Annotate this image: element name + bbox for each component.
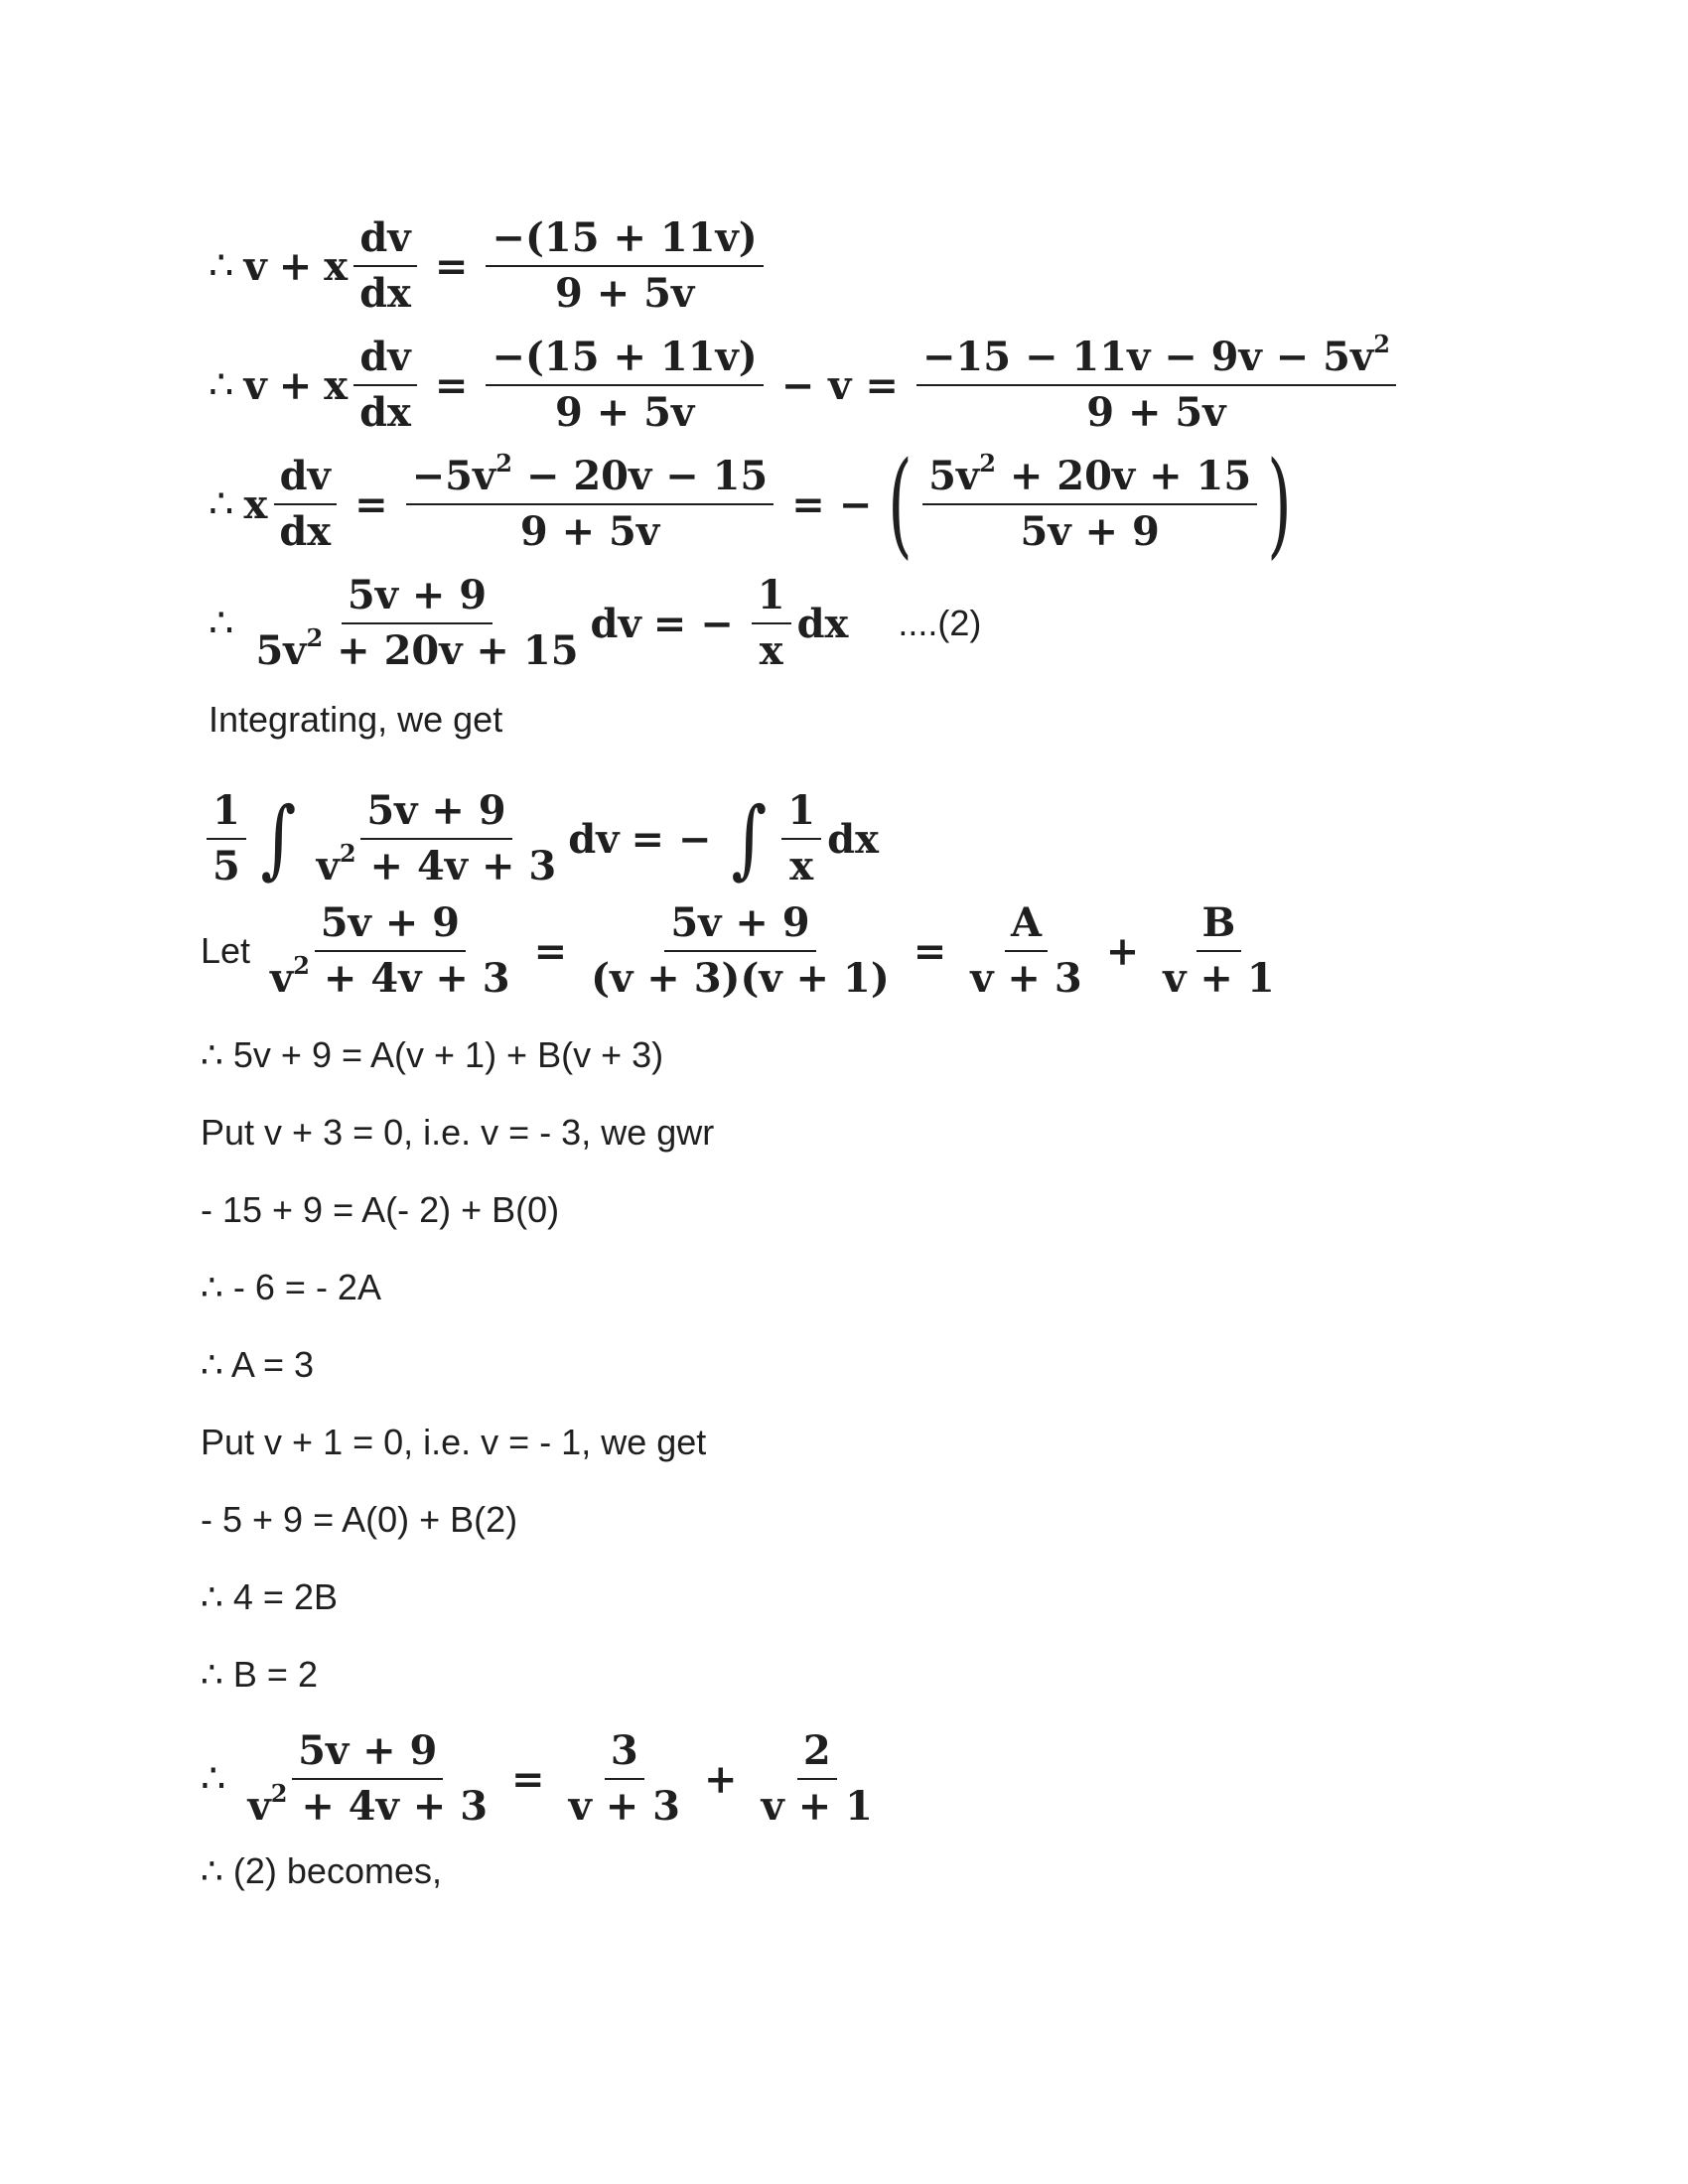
plus-sign: + — [278, 361, 313, 409]
denominator-part-b: + 4v + 3 — [310, 955, 510, 1002]
constant-fraction — [207, 787, 246, 889]
equals-negative: = − — [631, 815, 712, 863]
numerator: 5v + 9 — [342, 575, 492, 624]
denominator-part-a: v — [270, 955, 294, 1002]
equation-6 — [201, 901, 1287, 1001]
derivative-dv-dx — [353, 214, 417, 317]
denominator: x — [789, 843, 814, 889]
denominator-part-a: v — [247, 1783, 271, 1830]
denominator: v + 1 — [761, 1783, 873, 1830]
equals-negative: = − — [652, 600, 734, 647]
equation-1 — [209, 216, 770, 316]
exponent: 2 — [495, 449, 512, 478]
denominator: v + 3 — [970, 955, 1082, 1002]
exponent: 2 — [270, 1779, 288, 1808]
exponent: 2 — [339, 839, 356, 868]
fraction-1 — [406, 449, 774, 555]
numerator-base: −15 − 11v − 9v − 5v — [921, 334, 1374, 380]
integral-sign: ∫ — [260, 789, 297, 888]
equals-sign: = — [913, 927, 947, 975]
equals-negative: = − — [791, 480, 873, 528]
exponent: 2 — [293, 951, 310, 980]
fraction-2 — [922, 449, 1257, 555]
minus-v-equals: − v = — [780, 361, 899, 409]
integrand-fraction — [311, 787, 563, 889]
right-paren: ) — [1267, 437, 1292, 571]
integral-sign: ∫ — [731, 789, 768, 888]
numerator: −(15 + 11v) — [486, 337, 763, 386]
fraction-3 — [756, 1727, 879, 1830]
numerator-part-b: + 20v + 15 — [995, 453, 1252, 499]
integrand-fraction-2 — [781, 787, 821, 889]
numerator: 1 — [781, 790, 821, 840]
let-label: Let — [201, 930, 251, 971]
left-paren: ( — [888, 437, 914, 571]
dx: dx — [827, 815, 879, 863]
numerator-part-b: − 20v − 15 — [511, 453, 769, 499]
denominator-part-a: v — [316, 843, 340, 889]
derivative-dv-dx — [353, 334, 417, 436]
exponent: 2 — [979, 449, 996, 478]
step-line: ∴ 5v + 9 = A(v + 1) + B(v + 3) — [201, 1034, 664, 1075]
denominator-part-b: + 20v + 15 — [323, 627, 579, 674]
denominator-part-b: + 4v + 3 — [355, 843, 557, 889]
dx: dx — [796, 600, 849, 647]
fraction-2 — [752, 572, 791, 674]
var-v: v — [243, 361, 267, 409]
denominator: 9 + 5v — [554, 389, 695, 436]
numerator: 5v + 9 — [292, 1730, 443, 1780]
fraction-1 — [241, 1727, 493, 1830]
exponent: 2 — [306, 623, 324, 652]
therefore-symbol: ∴ — [209, 481, 234, 527]
numerator: 5v + 9 — [315, 902, 466, 952]
step-line: ∴ A = 3 — [201, 1344, 314, 1385]
derivative-dv-dx — [273, 453, 337, 555]
equation-3 — [209, 437, 1296, 571]
denominator: 9 + 5v — [1086, 389, 1226, 436]
numerator-part-a: 5v — [928, 453, 980, 499]
numerator: 3 — [605, 1730, 644, 1780]
equals-sign: = — [434, 242, 469, 290]
dv: dv — [590, 600, 641, 647]
therefore-symbol: ∴ — [209, 601, 234, 646]
numerator: −(15 + 11v) — [486, 217, 763, 267]
denominator: 5v + 9 — [1020, 508, 1160, 555]
equals-sign: = — [533, 927, 568, 975]
denominator: dx — [359, 389, 411, 436]
fraction-1 — [264, 899, 516, 1002]
plus-sign: + — [278, 242, 313, 290]
fraction-a — [964, 899, 1087, 1002]
denominator: dx — [279, 508, 332, 555]
denominator: 9 + 5v — [554, 270, 695, 317]
therefore-symbol: ∴ — [209, 243, 234, 289]
equation-2 — [209, 330, 1402, 436]
denominator — [249, 624, 584, 672]
var-x: x — [324, 361, 349, 409]
numerator — [406, 449, 774, 505]
var-x: x — [324, 242, 349, 290]
numerator: A — [1005, 902, 1048, 952]
equation-5 — [201, 789, 879, 888]
therefore-symbol: ∴ — [209, 362, 234, 408]
plus-sign: + — [704, 1755, 738, 1803]
plus-sign: + — [1105, 927, 1140, 975]
numerator — [922, 449, 1257, 505]
denominator — [241, 1780, 493, 1828]
numerator: 5v + 9 — [664, 902, 815, 952]
exponent: 2 — [1373, 330, 1390, 358]
step-line: - 15 + 9 = A(- 2) + B(0) — [201, 1189, 560, 1230]
step-line: ∴ B = 2 — [201, 1654, 318, 1695]
numerator: dv — [353, 337, 416, 386]
fraction-b — [1157, 899, 1280, 1002]
denominator: dx — [359, 270, 411, 317]
fraction-2 — [916, 330, 1396, 436]
denominator-part-b: + 4v + 3 — [287, 1783, 489, 1830]
step-line: Put v + 1 = 0, i.e. v = - 1, we get — [201, 1422, 707, 1462]
numerator: dv — [353, 217, 416, 267]
denominator: v + 3 — [568, 1783, 681, 1830]
denominator: 9 + 5v — [519, 508, 660, 555]
numerator: 1 — [752, 575, 791, 624]
equals-sign: = — [354, 480, 388, 528]
denominator: v + 1 — [1163, 955, 1275, 1002]
fraction-1 — [249, 572, 584, 674]
fraction-1 — [486, 334, 763, 436]
denominator: 5 — [212, 843, 240, 889]
denominator-part-a: 5v — [255, 627, 307, 674]
numerator-part-a: −5v — [411, 453, 496, 499]
denominator — [311, 840, 563, 887]
numerator: dv — [274, 456, 337, 505]
numerator: 2 — [797, 1730, 837, 1780]
dv: dv — [568, 815, 620, 863]
numerator: 5v + 9 — [360, 790, 511, 840]
denominator — [264, 952, 516, 1000]
fraction-2 — [585, 899, 896, 1002]
numerator: 1 — [207, 790, 246, 840]
therefore-symbol: ∴ — [201, 1756, 226, 1802]
numerator — [916, 330, 1396, 386]
equation-tag: ....(2) — [898, 603, 982, 643]
equation-7 — [201, 1729, 885, 1829]
var-x: x — [243, 480, 268, 528]
rhs-fraction — [486, 214, 763, 317]
final-text: ∴ (2) becomes, — [201, 1850, 442, 1891]
equals-sign: = — [434, 361, 469, 409]
step-line: Put v + 3 = 0, i.e. v = - 3, we gwr — [201, 1112, 715, 1153]
step-line: ∴ - 6 = - 2A — [201, 1267, 381, 1307]
integrating-text: Integrating, we get — [209, 699, 503, 740]
step-line: - 5 + 9 = A(0) + B(2) — [201, 1499, 518, 1540]
numerator: B — [1196, 902, 1242, 952]
fraction-2 — [563, 1727, 686, 1830]
step-line: ∴ 4 = 2B — [201, 1576, 338, 1617]
denominator: x — [759, 627, 783, 674]
denominator: (v + 3)(v + 1) — [591, 955, 890, 1002]
equals-sign: = — [511, 1755, 545, 1803]
var-v: v — [243, 242, 267, 290]
equation-4 — [209, 574, 981, 673]
